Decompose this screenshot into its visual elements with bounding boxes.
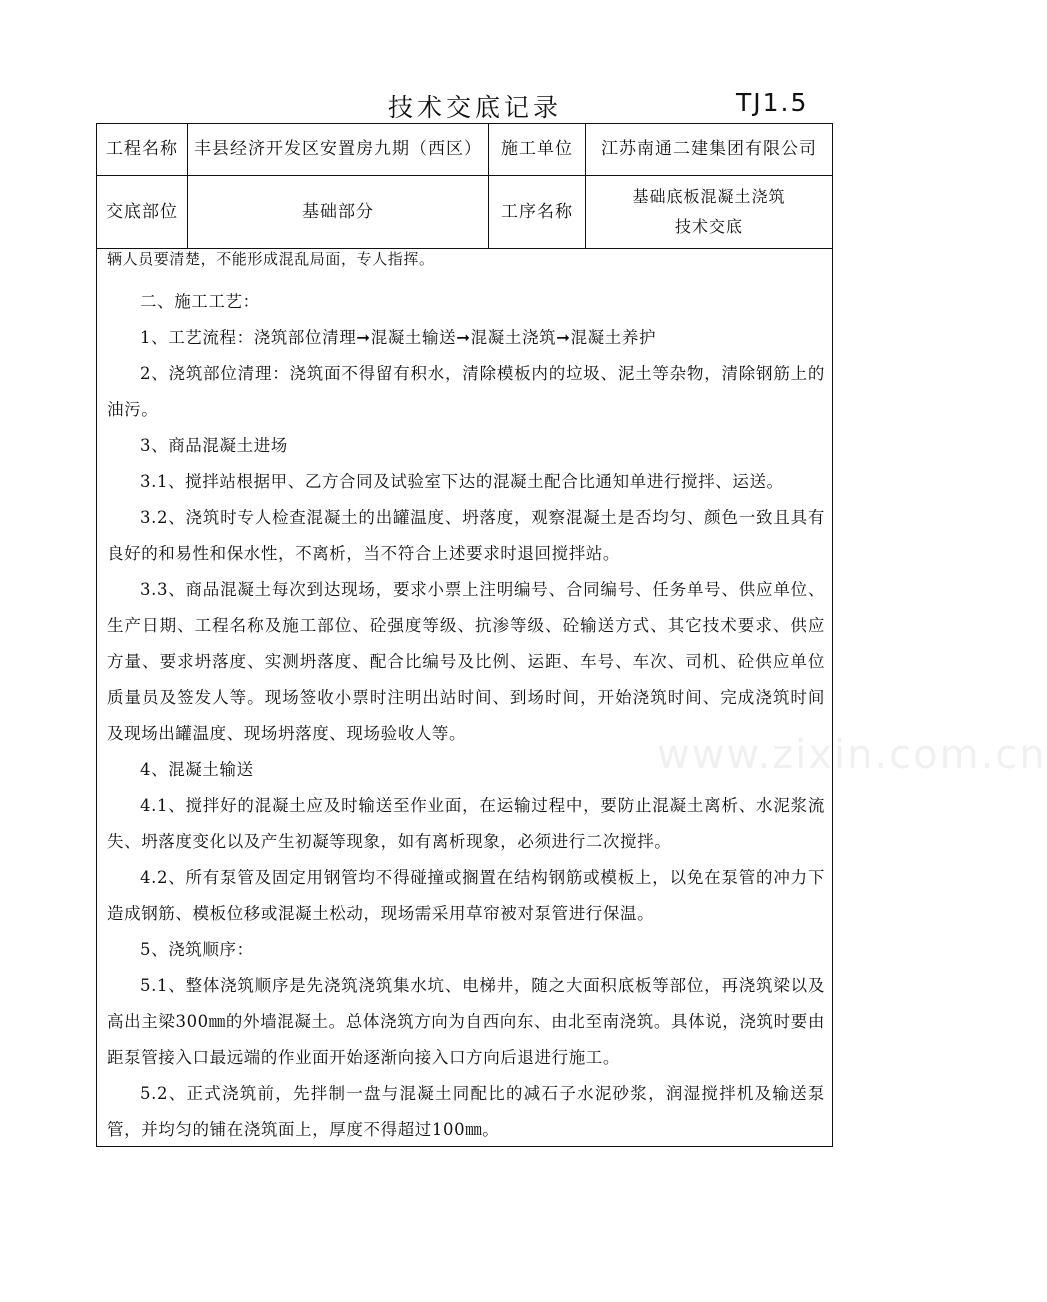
paragraph: 5.1、整体浇筑顺序是先浇筑浇筑集水坑、电梯井，随之大面积底板等部位，再浇筑梁以及高出主梁300㎜的外墙混凝土。总体浇筑方向为自西向东、由北至南浇筑。具体说，浇筑时要由距泵管接入口最远端的作业面开始逐渐向接入口方向后退进行施工。 — [107, 976, 825, 1067]
record-table — [96, 123, 1047, 1147]
paragraph: 3.3、商品混凝土每次到达现场，要求小票上注明编号、合同编号、任务单号、供应单位、生产日期、工程名称及施工部位、砼强度等级、抗渗等级、砼输送方式、其它技术要求、供应方量、要求坍落度、实测坍落度、配合比编号及比例、运距、车号、车次、司机、砼供应单位质量员及签发人等。现场签收小票时注明出站时间、到场时间，开始浇筑时间、完成浇筑时间及现场出罐温度、现场坍落度、现场验收人等。 — [107, 580, 825, 743]
paragraph: 2、浇筑部位清理：浇筑面不得留有积水，清除模板内的垃圾、泥土等杂物，清除钢筋上的油污。 — [107, 364, 825, 419]
construction-unit-value: 江苏南通二建集团有限公司 — [601, 139, 817, 160]
paragraph: 5、浇筑顺序： — [140, 940, 254, 959]
paragraph: 3.2、浇筑时专人检查混凝土的出罐温度、坍落度，观察混凝土是否均匀、颜色一致且具有良好的和易性和保水性，不离析，当不符合上述要求时退回搅拌站。 — [107, 508, 825, 563]
paragraph: 辆人员要清楚，不能形成混乱局面，专人指挥。 — [107, 250, 435, 268]
paragraph: 4.1、搅拌好的混凝土应及时输送至作业面，在运输过程中，要防止混凝土离析、水泥浆流失、坍落度变化以及产生初凝等现象，如有离析现象，必须进行二次搅拌。 — [107, 796, 825, 851]
project-name-label: 工程名称 — [106, 139, 178, 160]
process-name-line1: 基础底板混凝土浇筑 — [632, 186, 786, 206]
paragraph: 5.2、正式浇筑前，先拌制一盘与混凝土同配比的减石子水泥砂浆，润湿搅拌机及输送泵管，并均匀的铺在浇筑面上，厚度不得超过100㎜。 — [107, 1084, 825, 1139]
paragraph: 二、施工工艺： — [140, 292, 260, 311]
paragraph: 4.2、所有泵管及固定用钢管均不得碰撞或搁置在结构钢筋或模板上，以免在泵管的冲力下造成钢筋、模板位移或混凝土松动，现场需采用草帘被对泵管进行保温。 — [107, 868, 825, 923]
construction-unit-label: 施工单位 — [501, 139, 573, 160]
paragraph: 3.1、搅拌站根据甲、乙方合同及试验室下达的混凝土配合比通知单进行搅拌、运送。 — [140, 472, 784, 491]
handover-part-value: 基础部分 — [302, 201, 374, 222]
watermark: www.zixin.com.cn — [657, 732, 1047, 778]
paragraph: 4、混凝土输送 — [140, 760, 254, 779]
process-name-value — [586, 176, 832, 248]
document-code: TJ1.5 — [736, 88, 809, 117]
process-name-line2: 技术交底 — [674, 217, 743, 236]
paragraph: 1、工艺流程：浇筑部位清理➞混凝土输送➞混凝土浇筑➞混凝土养护 — [140, 328, 657, 347]
document-title: 技术交底记录 — [388, 93, 563, 122]
paragraph: 3、商品混凝土进场 — [140, 436, 288, 455]
handover-content — [107, 248, 825, 1148]
process-name-label: 工序名称 — [501, 201, 573, 222]
handover-part-label: 交底部位 — [106, 201, 178, 222]
project-name-value: 丰县经济开发区安置房九期（西区） — [194, 139, 482, 160]
